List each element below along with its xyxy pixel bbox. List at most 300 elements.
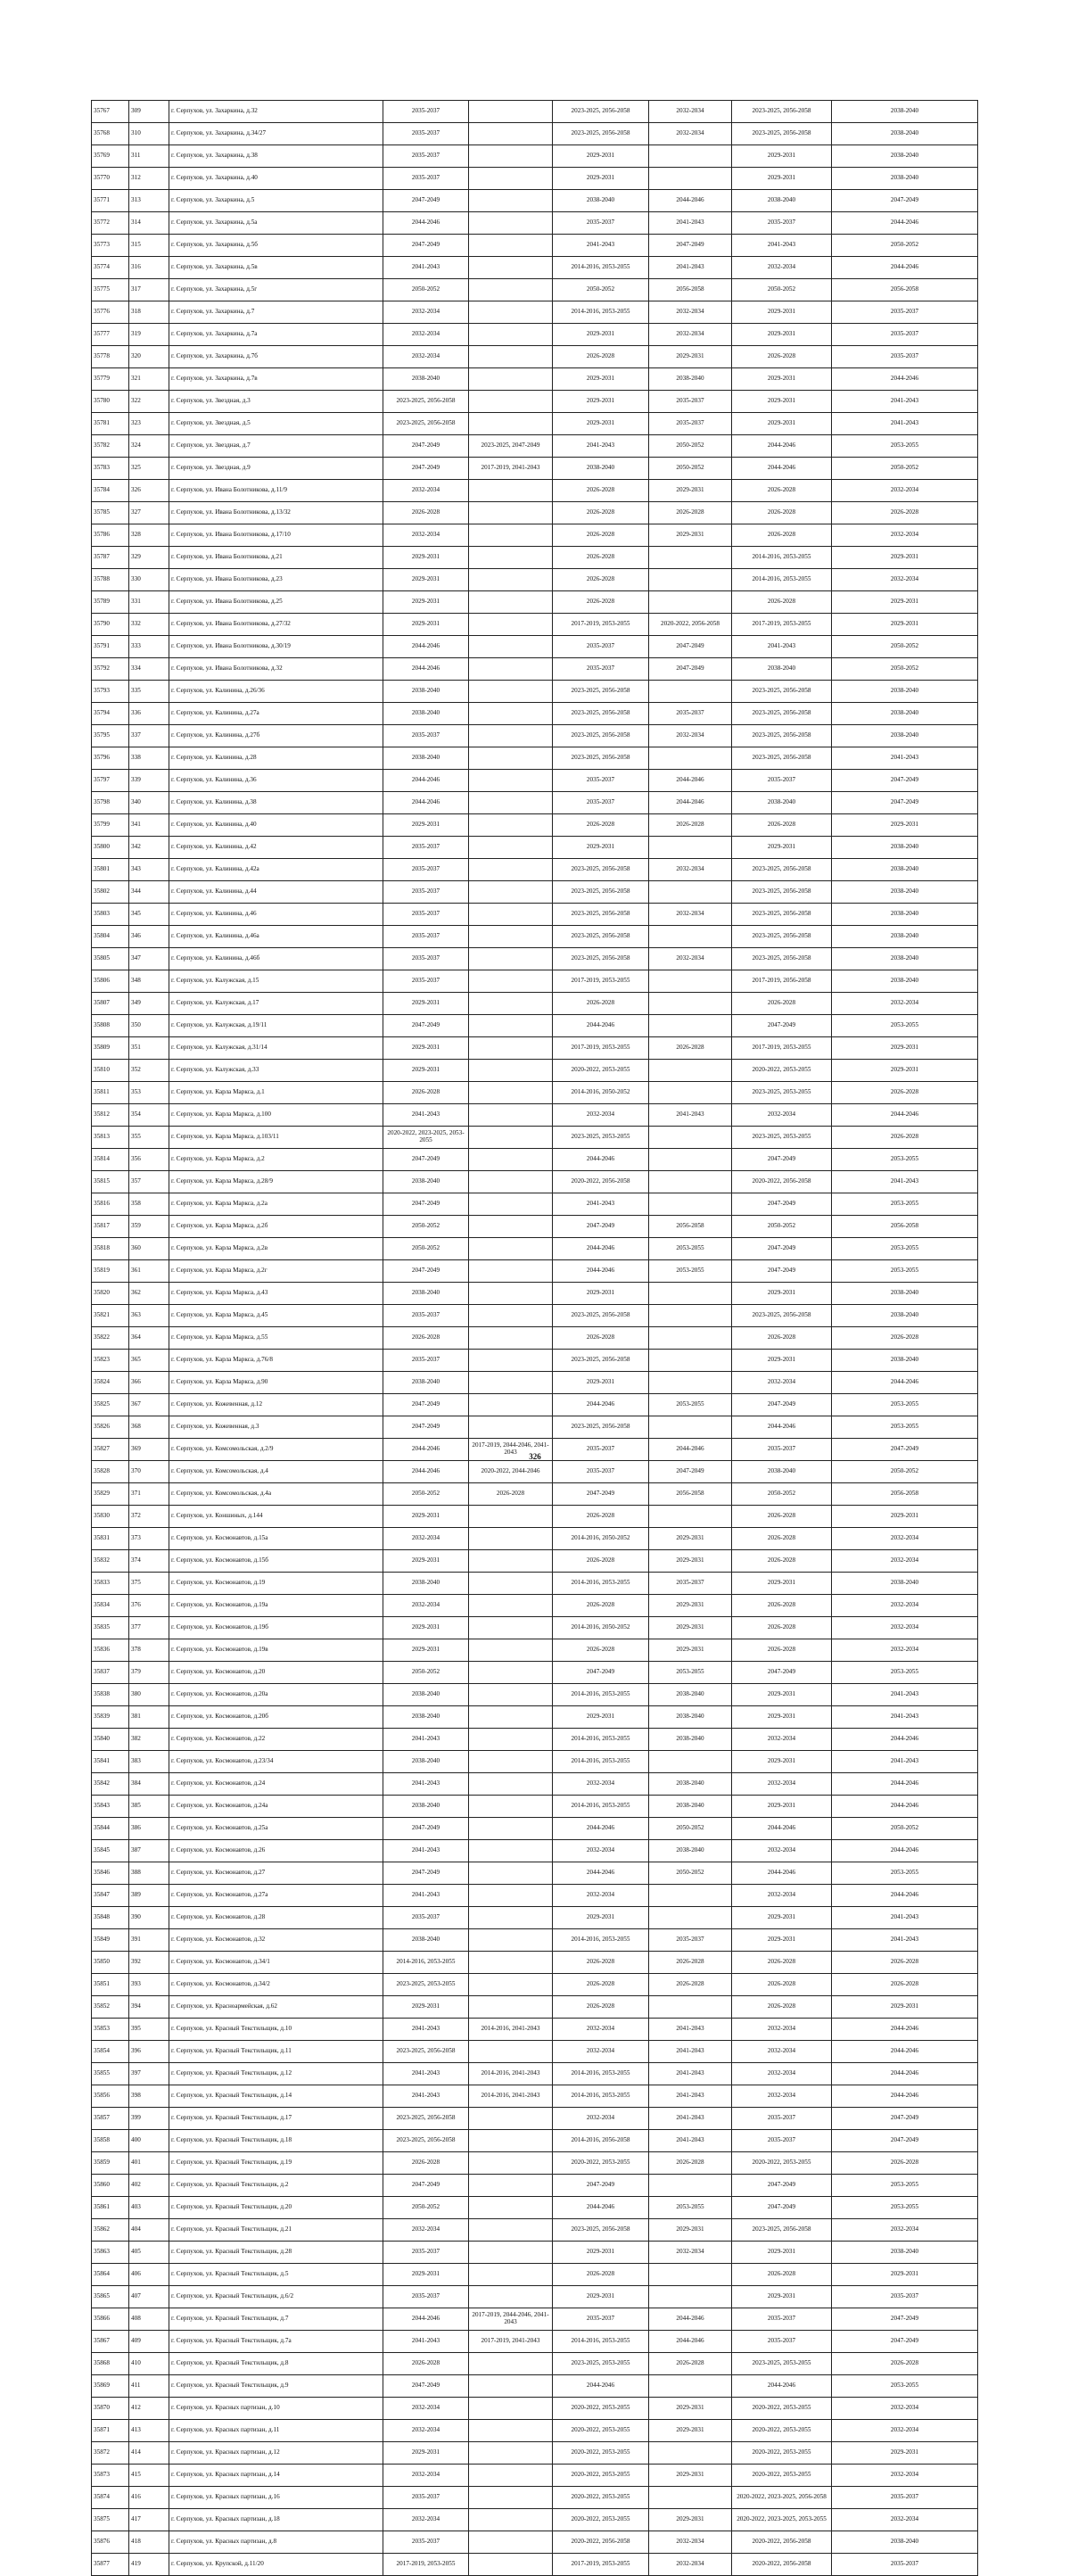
- address-cell: г. Серпухов, ул. Захаркина, д.34/27: [169, 123, 383, 145]
- record-number-cell: 35818: [92, 1238, 129, 1260]
- address-cell: г. Серпухов, ул. Калинина, д.46а: [169, 926, 383, 948]
- period-cell-5: 2026-2028: [732, 2264, 832, 2286]
- row-index-cell: 411: [129, 2375, 169, 2398]
- period-cell-5: 2014-2016, 2053-2055: [732, 569, 832, 591]
- row-index-cell: 363: [129, 1305, 169, 1327]
- period-cell-4: 2044-2046: [649, 770, 732, 792]
- period-cell-2: [469, 1751, 553, 1773]
- table-row: [92, 435, 978, 458]
- address-cell: г. Серпухов, ул. Карла Маркса, д.2в: [169, 1238, 383, 1260]
- period-cell-2: [469, 770, 553, 792]
- address-cell: г. Серпухов, ул. Космонавтов, д.27а: [169, 1885, 383, 1907]
- period-cell-3: 2026-2028: [553, 1506, 649, 1528]
- period-cell-3: 2032-2034: [553, 1885, 649, 1907]
- row-index-cell: 384: [129, 1773, 169, 1796]
- table-row: [92, 948, 978, 970]
- period-cell-2: [469, 1283, 553, 1305]
- period-cell-1: 2047-2049: [383, 2375, 469, 2398]
- period-cell-6: 2053-2055: [832, 435, 978, 458]
- row-index-cell: 375: [129, 1573, 169, 1595]
- period-cell-4: [649, 2175, 732, 2197]
- period-cell-1: 2029-2031: [383, 1506, 469, 1528]
- period-cell-4: 2032-2034: [649, 301, 732, 324]
- period-cell-6: 2032-2034: [832, 1595, 978, 1617]
- period-cell-2: [469, 1929, 553, 1952]
- table-row: [92, 814, 978, 837]
- row-index-cell: 357: [129, 1171, 169, 1193]
- period-cell-4: 2041-2043: [649, 2041, 732, 2063]
- record-number-cell: 35837: [92, 1662, 129, 1684]
- record-number-cell: 35810: [92, 1060, 129, 1082]
- period-cell-5: 2026-2028: [732, 1528, 832, 1550]
- period-cell-5: 2023-2025, 2056-2058: [732, 2219, 832, 2242]
- table-row: [92, 2152, 978, 2175]
- period-cell-3: 2023-2025, 2056-2058: [553, 904, 649, 926]
- record-number-cell: 35863: [92, 2242, 129, 2264]
- period-cell-5: 2020-2022, 2053-2055: [732, 2465, 832, 2487]
- period-cell-6: 2032-2034: [832, 2420, 978, 2442]
- period-cell-5: 2029-2031: [732, 1796, 832, 1818]
- table-row: [92, 1327, 978, 1350]
- period-cell-6: 2047-2049: [832, 770, 978, 792]
- row-index-cell: 368: [129, 1416, 169, 1439]
- period-cell-6: 2053-2055: [832, 1260, 978, 1283]
- period-cell-2: [469, 190, 553, 212]
- period-cell-1: 2017-2019, 2053-2055: [383, 2554, 469, 2576]
- period-cell-4: 2050-2052: [649, 1818, 732, 1840]
- period-cell-1: 2047-2049: [383, 458, 469, 480]
- address-cell: г. Серпухов, ул. Звездная, д.3: [169, 391, 383, 413]
- table-row: [92, 2554, 978, 2576]
- record-number-cell: 35821: [92, 1305, 129, 1327]
- period-cell-3: 2023-2025, 2056-2058: [553, 1350, 649, 1372]
- period-cell-6: 2038-2040: [832, 703, 978, 725]
- record-number-cell: 35825: [92, 1394, 129, 1416]
- period-cell-6: 2038-2040: [832, 837, 978, 859]
- period-cell-3: 2029-2031: [553, 837, 649, 859]
- record-number-cell: 35858: [92, 2130, 129, 2152]
- period-cell-6: 2050-2052: [832, 235, 978, 257]
- period-cell-6: 2053-2055: [832, 1862, 978, 1885]
- period-cell-6: 2050-2052: [832, 458, 978, 480]
- period-cell-4: 2029-2031: [649, 480, 732, 502]
- row-index-cell: 328: [129, 524, 169, 547]
- period-cell-6: 2053-2055: [832, 1238, 978, 1260]
- period-cell-2: [469, 2420, 553, 2442]
- address-cell: г. Серпухов, ул. Карла Маркса, д.45: [169, 1305, 383, 1327]
- period-cell-2: [469, 591, 553, 614]
- period-cell-1: 2041-2043: [383, 1840, 469, 1862]
- period-cell-3: 2023-2025, 2056-2058: [553, 1305, 649, 1327]
- period-cell-2: 2023-2025, 2047-2049: [469, 435, 553, 458]
- period-cell-4: 2053-2055: [649, 1260, 732, 1283]
- period-cell-3: 2032-2034: [553, 2108, 649, 2130]
- table-row: [92, 1996, 978, 2019]
- period-cell-2: [469, 1684, 553, 1706]
- address-cell: г. Серпухов, ул. Красный Текстильщик, д.5: [169, 2264, 383, 2286]
- period-cell-1: 2041-2043: [383, 257, 469, 279]
- row-index-cell: 332: [129, 614, 169, 636]
- record-number-cell: 35770: [92, 168, 129, 190]
- row-index-cell: 339: [129, 770, 169, 792]
- table-row: [92, 1796, 978, 1818]
- row-index-cell: 335: [129, 681, 169, 703]
- period-cell-2: [469, 1104, 553, 1127]
- period-cell-2: [469, 881, 553, 904]
- period-cell-5: 2023-2025, 2056-2058: [732, 926, 832, 948]
- period-cell-6: 2041-2043: [832, 747, 978, 770]
- period-cell-6: 2047-2049: [832, 792, 978, 814]
- period-cell-4: [649, 1171, 732, 1193]
- address-cell: г. Серпухов, ул. Захаркина, д.5в: [169, 257, 383, 279]
- period-cell-2: [469, 368, 553, 391]
- period-cell-1: 2044-2046: [383, 636, 469, 658]
- record-number-cell: 35874: [92, 2487, 129, 2509]
- row-index-cell: 356: [129, 1149, 169, 1171]
- period-cell-4: 2044-2046: [649, 1439, 732, 1461]
- table-row: [92, 569, 978, 591]
- table-row: [92, 904, 978, 926]
- address-cell: г. Серпухов, ул. Карла Маркса, д.100: [169, 1104, 383, 1127]
- row-index-cell: 394: [129, 1996, 169, 2019]
- period-cell-3: 2044-2046: [553, 2375, 649, 2398]
- period-cell-1: 2032-2034: [383, 2398, 469, 2420]
- address-cell: г. Серпухов, ул. Калинина, д.27б: [169, 725, 383, 747]
- record-number-cell: 35797: [92, 770, 129, 792]
- period-cell-4: 2026-2028: [649, 1974, 732, 1996]
- row-index-cell: 400: [129, 2130, 169, 2152]
- period-cell-2: [469, 569, 553, 591]
- row-index-cell: 358: [129, 1193, 169, 1216]
- period-cell-1: 2035-2037: [383, 123, 469, 145]
- period-cell-3: 2020-2022, 2053-2055: [553, 1060, 649, 1082]
- period-cell-1: 2038-2040: [383, 681, 469, 703]
- period-cell-5: 2050-2052: [732, 279, 832, 301]
- period-cell-4: 2056-2058: [649, 279, 732, 301]
- period-cell-2: [469, 2175, 553, 2197]
- period-cell-5: 2041-2043: [732, 235, 832, 257]
- period-cell-5: 2017-2019, 2053-2055: [732, 614, 832, 636]
- period-cell-1: 2050-2052: [383, 2197, 469, 2219]
- address-cell: г. Серпухов, ул. Карла Маркса, д.43: [169, 1283, 383, 1305]
- period-cell-5: 2020-2022, 2053-2055: [732, 2420, 832, 2442]
- table-row: [92, 591, 978, 614]
- period-cell-2: [469, 681, 553, 703]
- period-cell-6: 2029-2031: [832, 1996, 978, 2019]
- record-number-cell: 35860: [92, 2175, 129, 2197]
- period-cell-6: 2044-2046: [832, 1372, 978, 1394]
- record-number-cell: 35815: [92, 1171, 129, 1193]
- period-cell-6: 2053-2055: [832, 1015, 978, 1037]
- period-cell-6: 2035-2037: [832, 2554, 978, 2576]
- period-cell-5: 2029-2031: [732, 368, 832, 391]
- address-cell: г. Серпухов, ул. Красный Текстильщик, д.21: [169, 2219, 383, 2242]
- period-cell-4: [649, 1751, 732, 1773]
- period-cell-1: 2026-2028: [383, 502, 469, 524]
- period-cell-4: [649, 2442, 732, 2465]
- period-cell-4: 2026-2028: [649, 1952, 732, 1974]
- period-cell-6: 2044-2046: [832, 257, 978, 279]
- table-row: [92, 2398, 978, 2420]
- address-cell: г. Серпухов, ул. Комсомольская, д.4: [169, 1461, 383, 1483]
- period-cell-2: [469, 212, 553, 235]
- period-cell-3: 2029-2031: [553, 1907, 649, 1929]
- period-cell-4: 2041-2043: [649, 2085, 732, 2108]
- period-cell-2: [469, 547, 553, 569]
- period-cell-2: [469, 2197, 553, 2219]
- period-cell-3: 2032-2034: [553, 1840, 649, 1862]
- record-number-cell: 35855: [92, 2063, 129, 2085]
- period-cell-2: [469, 1729, 553, 1751]
- period-cell-1: 2041-2043: [383, 2085, 469, 2108]
- record-number-cell: 35781: [92, 413, 129, 435]
- table-row: [92, 123, 978, 145]
- period-cell-5: 2032-2034: [732, 1729, 832, 1751]
- period-cell-4: 2050-2052: [649, 435, 732, 458]
- period-cell-1: 2050-2052: [383, 1483, 469, 1506]
- address-cell: г. Серпухов, ул. Карла Маркса, д.2а: [169, 1193, 383, 1216]
- period-cell-4: 2044-2046: [649, 2331, 732, 2353]
- period-cell-3: 2023-2025, 2056-2058: [553, 681, 649, 703]
- period-cell-5: 2023-2025, 2056-2058: [732, 725, 832, 747]
- period-cell-5: 2020-2022, 2023-2025, 2053-2055: [732, 2509, 832, 2531]
- period-cell-1: 2032-2034: [383, 524, 469, 547]
- address-cell: г. Серпухов, ул. Космонавтов, д.19в: [169, 1639, 383, 1662]
- period-cell-6: 2026-2028: [832, 1974, 978, 1996]
- address-cell: г. Серпухов, ул. Космонавтов, д.15б: [169, 1550, 383, 1573]
- address-cell: г. Серпухов, ул. Красных партизан, д.16: [169, 2487, 383, 2509]
- period-cell-5: 2026-2028: [732, 1996, 832, 2019]
- period-cell-6: 2038-2040: [832, 101, 978, 123]
- period-cell-1: 2044-2046: [383, 658, 469, 681]
- period-cell-3: 2020-2022, 2056-2058: [553, 1171, 649, 1193]
- period-cell-4: [649, 681, 732, 703]
- period-cell-2: [469, 2219, 553, 2242]
- period-cell-5: 2038-2040: [732, 658, 832, 681]
- period-cell-5: 2026-2028: [732, 814, 832, 837]
- row-index-cell: 387: [129, 1840, 169, 1862]
- table-row: [92, 2175, 978, 2197]
- period-cell-1: 2029-2031: [383, 1639, 469, 1662]
- address-cell: г. Серпухов, ул. Калинина, д.42: [169, 837, 383, 859]
- period-cell-3: 2047-2049: [553, 1662, 649, 1684]
- period-cell-3: 2023-2025, 2056-2058: [553, 926, 649, 948]
- period-cell-5: 2038-2040: [732, 792, 832, 814]
- period-cell-2: 2020-2022, 2044-2046: [469, 1461, 553, 1483]
- period-cell-2: [469, 1060, 553, 1082]
- table-row: [92, 1305, 978, 1327]
- period-cell-5: 2038-2040: [732, 1461, 832, 1483]
- address-cell: г. Серпухов, ул. Захаркина, д.40: [169, 168, 383, 190]
- period-cell-6: 2053-2055: [832, 2175, 978, 2197]
- period-cell-1: 2032-2034: [383, 2420, 469, 2442]
- period-cell-5: 2035-2037: [732, 770, 832, 792]
- period-cell-3: 2044-2046: [553, 1015, 649, 1037]
- record-number-cell: 35791: [92, 636, 129, 658]
- period-cell-6: 2032-2034: [832, 1617, 978, 1639]
- period-cell-5: 2023-2025, 2056-2058: [732, 948, 832, 970]
- period-cell-1: 2050-2052: [383, 1662, 469, 1684]
- period-cell-3: 2047-2049: [553, 1483, 649, 1506]
- period-cell-4: 2029-2031: [649, 1617, 732, 1639]
- period-cell-2: [469, 2353, 553, 2375]
- period-cell-5: 2047-2049: [732, 1193, 832, 1216]
- record-number-cell: 35835: [92, 1617, 129, 1639]
- row-index-cell: 343: [129, 859, 169, 881]
- record-number-cell: 35794: [92, 703, 129, 725]
- table-row: [92, 2465, 978, 2487]
- period-cell-5: 2047-2049: [732, 1149, 832, 1171]
- row-index-cell: 347: [129, 948, 169, 970]
- period-cell-5: 2026-2028: [732, 1617, 832, 1639]
- period-cell-2: [469, 235, 553, 257]
- record-number-cell: 35803: [92, 904, 129, 926]
- address-cell: г. Серпухов, ул. Звездная, д.9: [169, 458, 383, 480]
- address-cell: г. Серпухов, ул. Красный Текстильщик, д.18: [169, 2130, 383, 2152]
- row-index-cell: 372: [129, 1506, 169, 1528]
- address-cell: г. Серпухов, ул. Кожевенная, д.3: [169, 1416, 383, 1439]
- row-index-cell: 310: [129, 123, 169, 145]
- period-cell-4: 2032-2034: [649, 725, 732, 747]
- address-cell: г. Серпухов, ул. Ивана Болотникова, д.32: [169, 658, 383, 681]
- period-cell-5: 2020-2022, 2056-2058: [732, 2554, 832, 2576]
- period-cell-1: 2035-2037: [383, 837, 469, 859]
- period-cell-5: 2023-2025, 2056-2058: [732, 1305, 832, 1327]
- row-index-cell: 323: [129, 413, 169, 435]
- period-cell-4: 2050-2052: [649, 458, 732, 480]
- period-cell-6: 2044-2046: [832, 2019, 978, 2041]
- period-cell-6: 2050-2052: [832, 1818, 978, 1840]
- period-cell-6: 2053-2055: [832, 1416, 978, 1439]
- address-cell: г. Серпухов, ул. Ивана Болотникова, д.21: [169, 547, 383, 569]
- period-cell-2: [469, 1862, 553, 1885]
- table-row: [92, 926, 978, 948]
- period-cell-5: 2047-2049: [732, 1394, 832, 1416]
- period-cell-5: 2029-2031: [732, 168, 832, 190]
- period-cell-5: 2023-2025, 2056-2058: [732, 859, 832, 881]
- period-cell-5: 2032-2034: [732, 2085, 832, 2108]
- period-cell-4: [649, 1506, 732, 1528]
- period-cell-1: 2023-2025, 2056-2058: [383, 413, 469, 435]
- period-cell-1: 2032-2034: [383, 346, 469, 368]
- period-cell-6: 2038-2040: [832, 859, 978, 881]
- period-cell-5: 2047-2049: [732, 1260, 832, 1283]
- period-cell-2: [469, 2130, 553, 2152]
- record-number-cell: 35808: [92, 1015, 129, 1037]
- row-index-cell: 324: [129, 435, 169, 458]
- record-number-cell: 35856: [92, 2085, 129, 2108]
- address-cell: г. Серпухов, ул. Захаркина, д.7б: [169, 346, 383, 368]
- period-cell-2: [469, 792, 553, 814]
- period-cell-1: 2029-2031: [383, 993, 469, 1015]
- record-number-cell: 35812: [92, 1104, 129, 1127]
- period-cell-5: 2017-2019, 2053-2055: [732, 1037, 832, 1060]
- period-cell-3: 2035-2037: [553, 1439, 649, 1461]
- period-cell-3: 2014-2016, 2050-2052: [553, 1617, 649, 1639]
- period-cell-6: 2026-2028: [832, 1082, 978, 1104]
- period-cell-5: 2044-2046: [732, 435, 832, 458]
- record-number-cell: 35796: [92, 747, 129, 770]
- period-cell-3: 2020-2022, 2053-2055: [553, 2465, 649, 2487]
- table-row: [92, 1461, 978, 1483]
- period-cell-1: 2023-2025, 2056-2058: [383, 2041, 469, 2063]
- period-cell-4: [649, 2375, 732, 2398]
- period-cell-4: 2047-2049: [649, 235, 732, 257]
- period-cell-2: [469, 703, 553, 725]
- record-number-cell: 35836: [92, 1639, 129, 1662]
- period-cell-4: 2038-2040: [649, 368, 732, 391]
- table-row: [92, 1595, 978, 1617]
- table-row: [92, 2219, 978, 2242]
- period-cell-4: 2044-2046: [649, 792, 732, 814]
- period-cell-5: 2032-2034: [732, 257, 832, 279]
- period-cell-4: 2035-2037: [649, 1573, 732, 1595]
- period-cell-5: 2023-2025, 2056-2058: [732, 101, 832, 123]
- period-cell-6: 2029-2031: [832, 2264, 978, 2286]
- address-cell: г. Серпухов, ул. Красный Текстильщик, д.8: [169, 2353, 383, 2375]
- period-cell-5: 2047-2049: [732, 1238, 832, 1260]
- period-cell-4: 2026-2028: [649, 1037, 732, 1060]
- row-index-cell: 348: [129, 970, 169, 993]
- period-cell-3: 2035-2037: [553, 770, 649, 792]
- period-cell-3: 2014-2016, 2053-2055: [553, 1573, 649, 1595]
- period-cell-2: [469, 814, 553, 837]
- period-cell-1: 2014-2016, 2053-2055: [383, 1952, 469, 1974]
- table-row: [92, 2019, 978, 2041]
- record-number-cell: 35827: [92, 1439, 129, 1461]
- table-row: [92, 1818, 978, 1840]
- period-cell-2: [469, 970, 553, 993]
- row-index-cell: 388: [129, 1862, 169, 1885]
- period-cell-3: 2023-2025, 2056-2058: [553, 101, 649, 123]
- period-cell-5: 2029-2031: [732, 1573, 832, 1595]
- address-cell: г. Серпухов, ул. Калинина, д.40: [169, 814, 383, 837]
- period-cell-6: 2035-2037: [832, 2487, 978, 2509]
- period-cell-6: 2038-2040: [832, 145, 978, 168]
- period-cell-2: [469, 1773, 553, 1796]
- record-number-cell: 35870: [92, 2398, 129, 2420]
- row-index-cell: 404: [129, 2219, 169, 2242]
- record-number-cell: 35852: [92, 1996, 129, 2019]
- record-number-cell: 35767: [92, 101, 129, 123]
- period-cell-4: 2032-2034: [649, 2554, 732, 2576]
- period-cell-6: 2038-2040: [832, 725, 978, 747]
- period-cell-2: 2017-2019, 2044-2046, 2041-2043: [469, 1439, 553, 1461]
- period-cell-3: 2032-2034: [553, 2019, 649, 2041]
- period-cell-1: 2038-2040: [383, 1283, 469, 1305]
- period-cell-4: 2029-2031: [649, 1595, 732, 1617]
- period-cell-3: 2023-2025, 2056-2058: [553, 859, 649, 881]
- period-cell-6: 2056-2058: [832, 1216, 978, 1238]
- period-cell-3: 2041-2043: [553, 435, 649, 458]
- period-cell-1: 2032-2034: [383, 2465, 469, 2487]
- period-cell-3: 2029-2031: [553, 324, 649, 346]
- period-cell-3: 2023-2025, 2056-2058: [553, 123, 649, 145]
- period-cell-3: 2020-2022, 2053-2055: [553, 2398, 649, 2420]
- table-row: [92, 1974, 978, 1996]
- period-cell-1: 2035-2037: [383, 948, 469, 970]
- row-index-cell: 360: [129, 1238, 169, 1260]
- table-row: [92, 1617, 978, 1639]
- period-cell-3: 2044-2046: [553, 2197, 649, 2219]
- table-row: [92, 1037, 978, 1060]
- row-index-cell: 355: [129, 1127, 169, 1149]
- period-cell-6: 2044-2046: [832, 2085, 978, 2108]
- period-cell-3: 2044-2046: [553, 1818, 649, 1840]
- row-index-cell: 418: [129, 2531, 169, 2554]
- period-cell-3: 2014-2016, 2053-2055: [553, 1929, 649, 1952]
- period-cell-6: 2035-2037: [832, 2286, 978, 2308]
